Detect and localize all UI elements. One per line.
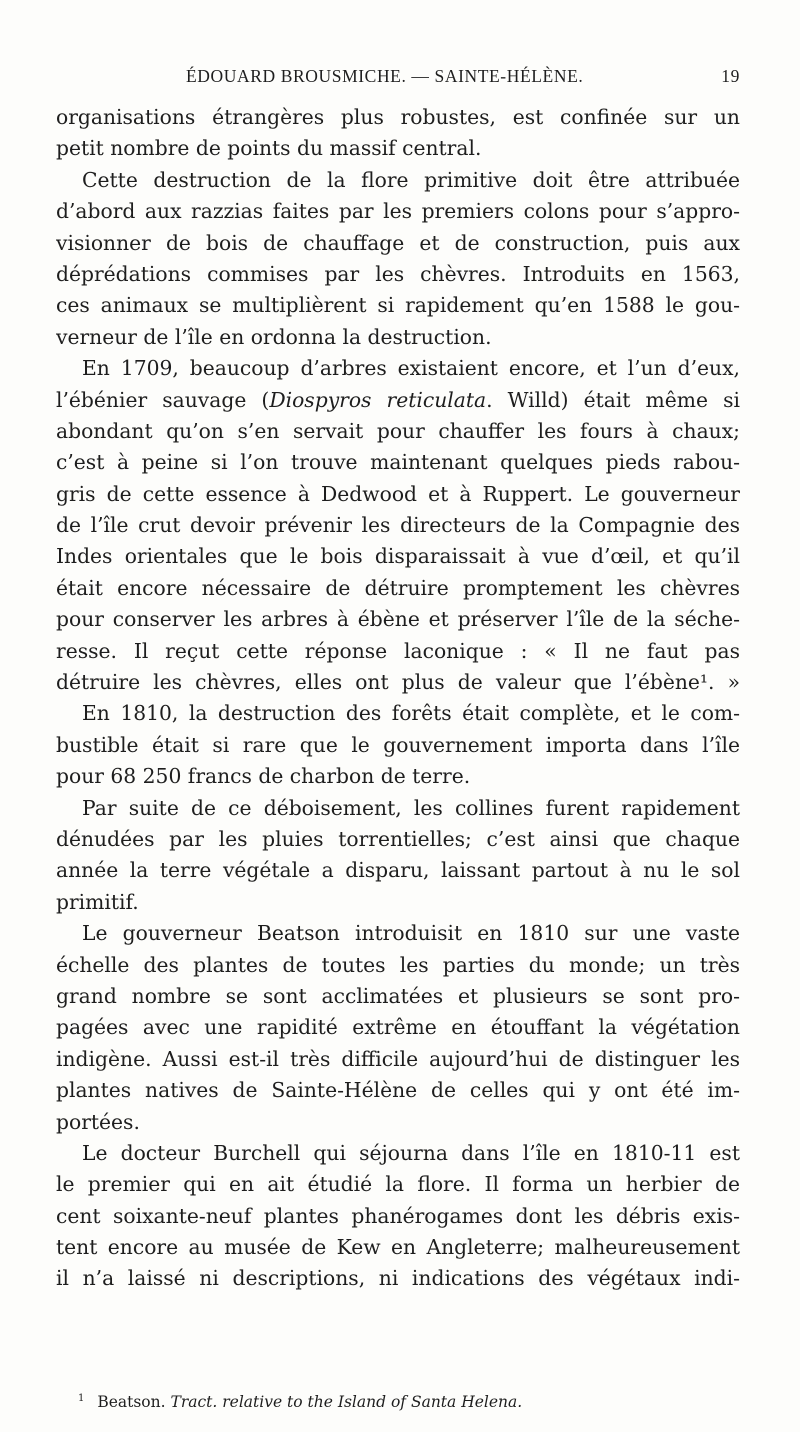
text-line: visionner de bois de chauffage et de construction, puis aux (56, 230, 740, 255)
text-line: année la terre végétale a disparu, laissant partout à nu le sol (56, 858, 740, 883)
text-line: En 1709, beaucoup d’arbres existaient encore, et l’un d’eux, (82, 356, 740, 381)
text-line: dénudées par les pluies torrentielles; c’est ainsi que chaque (56, 826, 740, 851)
text-line: portées. (56, 1109, 140, 1134)
text-line: resse. Il reçut cette réponse laconique : « Il ne faut pas (56, 638, 740, 663)
text-line: verneur de l’île en ordonna la destruction. (56, 324, 492, 349)
text-line: grand nombre se sont acclimatées et plusieurs se sont pro- (56, 983, 740, 1008)
text-line: En 1810, la destruction des forêts était complète, et le com- (82, 701, 740, 726)
text-line: indigène. Aussi est-il très difficile aujourd’hui de distinguer les (56, 1046, 740, 1071)
text-line: détruire les chèvres, elles ont plus de valeur que l’ébène¹. » (56, 670, 740, 695)
text-line: déprédations commises par les chèvres. Introduits en 1563, (56, 261, 740, 286)
text-line: plantes natives de Sainte-Hélène de celles qui y ont été im- (56, 1078, 740, 1103)
species-name: Diospyros reticulata (269, 387, 487, 412)
text-line: Le gouverneur Beatson introduisit en 1810 sur une vaste (82, 921, 740, 946)
text-line: Par suite de ce déboisement, les collines furent rapidement (82, 795, 740, 820)
text-line: pagées avec une rapidité extrême en étouffant la végétation (56, 1015, 740, 1040)
text-line: c’est à peine si l’on trouve maintenant quelques pieds rabou- (56, 450, 740, 475)
text-line: gris de cette essence à Dedwood et à Ruppert. Le gouverneur (56, 481, 740, 506)
text-line: d’abord aux razzias faites par les premiers colons pour s’appro- (56, 199, 740, 224)
text-line: il n’a laissé ni descriptions, ni indications des végétaux indi- (56, 1266, 740, 1291)
text-line: ces animaux se multiplièrent si rapidement qu’en 1588 le gou- (56, 293, 740, 318)
text-line: abondant qu’on s’en servait pour chauffer les fours à chaux; (56, 418, 740, 443)
text-line: Le docteur Burchell qui séjourna dans l’île en 1810-11 est (82, 1140, 740, 1165)
text-line: échelle des plantes de toutes les parties du monde; un très (56, 952, 740, 977)
text-line: le premier qui en ait étudié la flore. Il forma un herbier de (56, 1172, 740, 1197)
text-line: tent encore au musée de Kew en Angleterre; malheureusement (56, 1235, 740, 1260)
text-line: bustible était si rare que le gouvernement importa dans l’île (56, 732, 740, 757)
body-text (56, 102, 740, 1295)
footnote-marker: 1 (78, 1393, 85, 1404)
text-line: était encore nécessaire de détruire promptement les chèvres (56, 575, 740, 600)
text-line: pour 68 250 francs de charbon de terre. (56, 764, 471, 789)
text-line: petit nombre de points du massif central. (56, 136, 482, 161)
text-line: Cette destruction de la flore primitive doit être attribuée (82, 167, 740, 192)
text-line: organisations étrangères plus robustes, est confinée sur un (56, 105, 740, 129)
running-title: ÉDOUARD BROUSMICHE. — SAINTE-HÉLÈNE. (186, 66, 584, 86)
text-line: Indes orientales que le bois disparaissait à vue d’œil, et qu’il (56, 544, 740, 569)
footnote-title: Tract. relative to the Island of Santa Helena. (170, 1393, 523, 1412)
text-line: pour conserver les arbres à ébène et préserver l’île de la séche- (56, 607, 740, 632)
footnote-author: Beatson. (97, 1393, 166, 1412)
page-number: 19 (721, 66, 740, 86)
footnote (78, 1393, 728, 1411)
text-line: de l’île crut devoir prévenir les directeurs de la Compagnie des (56, 513, 740, 538)
text-line: l’ébénier sauvage (Diospyros reticulata. Willd) était même si (56, 387, 740, 412)
text-line: cent soixante-neuf plantes phanérogames dont les débris exis- (56, 1203, 740, 1228)
text-line: primitif. (56, 889, 139, 914)
